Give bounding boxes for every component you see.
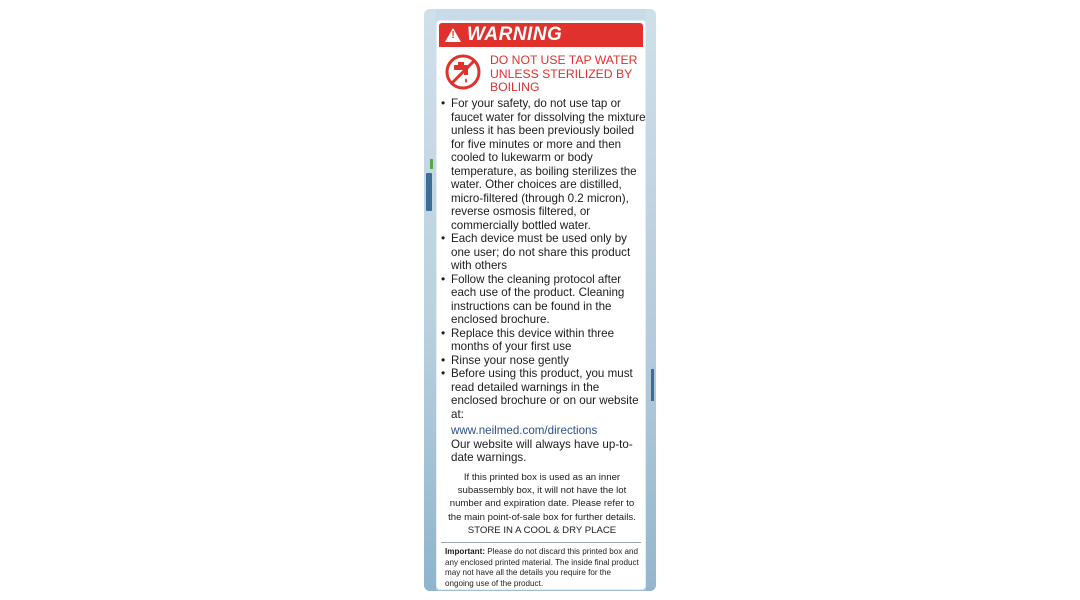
list-item: • Each device must be used only by one user; do not share this product with others xyxy=(441,232,647,273)
box-green-mark xyxy=(430,159,433,169)
subassembly-text: If this printed box is used as an inner subassembly box, it will not have the lot number and expiration date. Please refer to the main point-of-sale box for further details. xyxy=(448,472,636,523)
list-item: • Follow the cleaning protocol after each use of the product. Cleaning instructions can be found in the enclosed brochure. xyxy=(441,273,647,327)
website-link[interactable]: www.neilmed.com/directions xyxy=(451,424,598,437)
box-side-right xyxy=(646,9,656,591)
warning-bullet-list xyxy=(441,97,647,421)
box-blue-mark-right xyxy=(651,369,654,401)
website-block xyxy=(451,424,641,465)
warning-label xyxy=(437,21,645,589)
list-item: • Before using this product, you must read detailed warnings in the enclosed brochure or on our website at: xyxy=(441,367,647,421)
warning-triangle-icon: ! xyxy=(445,28,461,42)
list-item: • For your safety, do not use tap or faucet water for dissolving the mixture unless it has been previously boiled for five minutes or more and then cooled to lukewarm or body temperature, as boiling sterilizes the water. Other choices are distilled, micro-filtered (through 0.2 micron), reverse osmosis filtered, or commercially bottled water. xyxy=(441,97,647,232)
important-label: Important: xyxy=(445,547,486,556)
list-item: • Replace this device within three months of your first use xyxy=(441,327,647,354)
box-side-left xyxy=(424,9,436,591)
storage-instruction: STORE IN A COOL & DRY PLACE xyxy=(467,524,617,536)
no-tap-water-icon xyxy=(445,54,481,90)
website-note: Our website will always have up-to-date warnings. xyxy=(451,437,633,464)
subassembly-note xyxy=(443,471,641,537)
important-note xyxy=(445,547,641,589)
warning-header xyxy=(439,23,643,47)
warning-title: WARNING xyxy=(467,24,563,45)
product-box-back xyxy=(424,9,656,591)
box-blue-mark xyxy=(426,173,432,211)
divider xyxy=(441,542,641,543)
list-item: • Rinse your nose gently xyxy=(441,354,647,368)
important-text: Please do not discard this printed box and any enclosed printed material. The inside final product may not have all the details you require for the ongoing use of the product. xyxy=(445,547,639,588)
tap-water-warning: DO NOT USE TAP WATER UNLESS STERILIZED BY BOILING xyxy=(490,53,638,95)
